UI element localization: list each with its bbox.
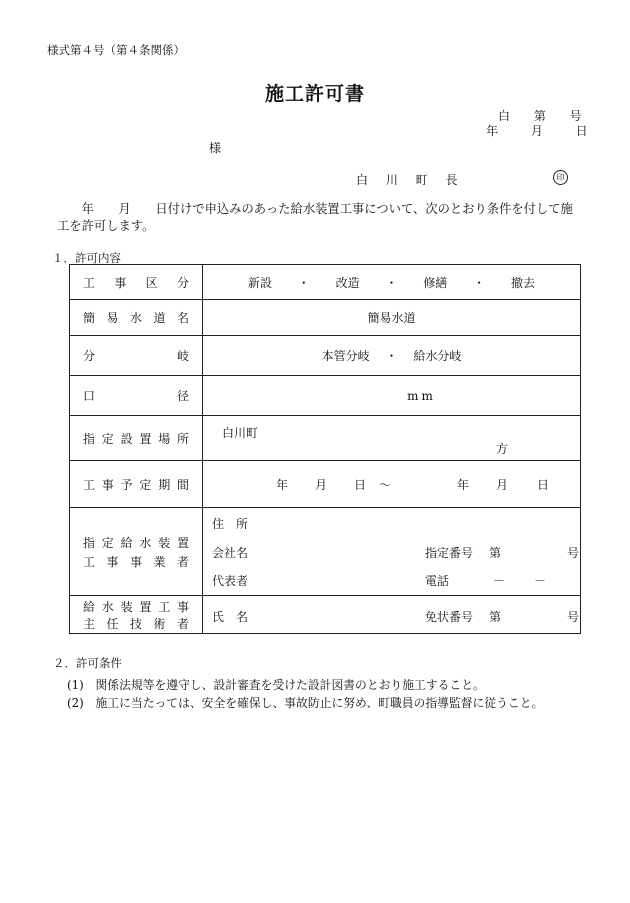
separator: ・	[385, 349, 398, 363]
label-char: 置	[139, 431, 152, 446]
contractor-address-label: 住 所	[212, 517, 249, 531]
label-char: 径	[176, 389, 189, 403]
document-date: 年 月 日	[486, 124, 588, 138]
label-char: 道	[153, 311, 166, 325]
label-period	[70, 461, 203, 508]
value-period	[203, 461, 581, 508]
label-char: 間	[176, 477, 189, 492]
option-remove: 撤去	[511, 275, 536, 290]
engineer-license-label: 免状番号	[425, 610, 474, 624]
label-diameter	[70, 376, 203, 416]
label-char: 工	[83, 554, 96, 569]
label-waterworks	[70, 300, 203, 336]
end-month: 月	[496, 478, 509, 492]
label-char: 所	[176, 431, 189, 446]
start-day: 日	[354, 478, 367, 492]
contractor-go: 号	[567, 546, 580, 560]
start-month: 月	[315, 478, 328, 492]
document-number: 白 第 号	[498, 109, 582, 123]
engineer-go: 号	[567, 610, 580, 624]
label-char: 任	[106, 616, 119, 631]
section2-heading: ２．許可条件	[53, 656, 122, 670]
contractor-phone-label: 電話	[425, 574, 450, 588]
phone-dash: －	[493, 574, 506, 588]
label-engineer	[70, 596, 203, 634]
option-main-branch: 本管分岐	[321, 349, 370, 363]
intro-paragraph: 年 月 日付けで申込みのあった給水装置工事について、次のとおり条件を付して施工を許可します。	[57, 202, 573, 233]
label-char: 事	[129, 554, 142, 569]
document-title: 施工許可書	[264, 83, 365, 105]
label-char: 設	[120, 431, 133, 446]
label-char: 名	[176, 311, 189, 325]
end-day: 日	[537, 478, 550, 492]
label-char: 定	[101, 535, 114, 550]
label-char: 事	[176, 599, 189, 614]
label-char: 定	[101, 431, 114, 446]
label-char: 工	[83, 477, 96, 492]
option-service-branch: 給水分岐	[413, 349, 462, 363]
contractor-designation-label: 指定番号	[425, 546, 474, 560]
value-engineer	[203, 596, 581, 634]
contractor-company-label: 会社名	[212, 546, 249, 560]
section1-heading: １．許可内容	[52, 251, 121, 265]
option-new: 新設	[247, 275, 272, 290]
label-char: 装	[120, 599, 133, 614]
option-repair: 修繕	[423, 275, 448, 290]
permit-table	[69, 264, 581, 634]
start-year: 年	[276, 478, 289, 492]
label-char: 水	[139, 535, 152, 550]
condition-item: (1) 関係法規等を遵守し、設計審査を受けた設計図書のとおり施工すること。	[67, 678, 485, 692]
condition-item: (2) 施工に当たっては、安全を確保し、事故防止に努め、町職員の指導監督に従うこと。	[67, 696, 544, 710]
label-char: 口	[83, 389, 96, 403]
unit-mm: mm	[407, 388, 436, 403]
label-char: 指	[83, 431, 96, 446]
separator: ・	[473, 275, 486, 290]
label-work-type	[70, 265, 203, 300]
label-char: 分	[83, 349, 96, 363]
option-modify: 改造	[335, 275, 360, 290]
seal-mark: 印	[553, 170, 568, 185]
location-suffix: 方	[496, 442, 509, 456]
label-char: 場	[158, 431, 171, 446]
row-location	[70, 416, 581, 461]
row-contractor	[70, 508, 581, 596]
label-char: 水	[129, 311, 142, 325]
label-char: 者	[176, 616, 189, 631]
value-branch	[203, 336, 581, 376]
phone-dash: －	[534, 574, 547, 588]
end-year: 年	[457, 478, 470, 492]
value-waterworks: 簡易水道	[203, 300, 581, 336]
label-char: 水	[101, 599, 114, 614]
row-branch	[70, 336, 581, 376]
contractor-dai: 第	[489, 546, 502, 560]
label-char: 易	[106, 311, 119, 325]
value-location	[203, 416, 581, 461]
label-char: 給	[83, 599, 96, 614]
label-char: 術	[153, 616, 166, 631]
label-char: 区	[145, 275, 158, 290]
separator: ・	[385, 275, 398, 290]
value-contractor	[203, 508, 581, 596]
label-char: 期	[158, 477, 171, 492]
addressee-suffix: 様	[209, 141, 222, 155]
label-char: 者	[176, 554, 189, 569]
contractor-representative-label: 代表者	[212, 574, 249, 588]
row-engineer	[70, 596, 581, 634]
label-char: 装	[158, 535, 171, 550]
location-town: 白川町	[222, 426, 259, 440]
label-char: 業	[153, 554, 166, 569]
engineer-name-label: 氏 名	[212, 610, 249, 624]
label-char: 置	[139, 599, 152, 614]
row-work-type	[70, 265, 581, 300]
form-number: 様式第４号（第４条関係）	[47, 43, 185, 57]
label-contractor	[70, 508, 203, 596]
label-char: 岐	[176, 349, 189, 363]
label-char: 置	[176, 535, 189, 550]
label-branch	[70, 336, 203, 376]
label-location	[70, 416, 203, 461]
label-char: 指	[83, 535, 96, 550]
label-char: 定	[139, 477, 152, 492]
label-char: 主	[83, 616, 96, 631]
row-diameter	[70, 376, 581, 416]
label-char: 工	[158, 599, 171, 614]
label-char: 簡	[83, 311, 96, 325]
separator: ・	[297, 275, 310, 290]
value-diameter	[203, 376, 581, 416]
engineer-dai: 第	[489, 610, 502, 624]
period-tilde: ～	[379, 478, 392, 492]
label-char: 技	[129, 616, 142, 631]
issuer-name: 白 川 町 長	[356, 173, 458, 187]
label-char: 工	[83, 275, 96, 290]
value-work-type	[203, 265, 581, 300]
label-char: 事	[114, 275, 127, 290]
row-waterworks	[70, 300, 581, 336]
label-char: 予	[120, 477, 133, 492]
label-char: 事	[101, 477, 114, 492]
label-char: 分	[176, 275, 189, 290]
label-char: 給	[120, 535, 133, 550]
label-char: 事	[106, 554, 119, 569]
row-period	[70, 461, 581, 508]
